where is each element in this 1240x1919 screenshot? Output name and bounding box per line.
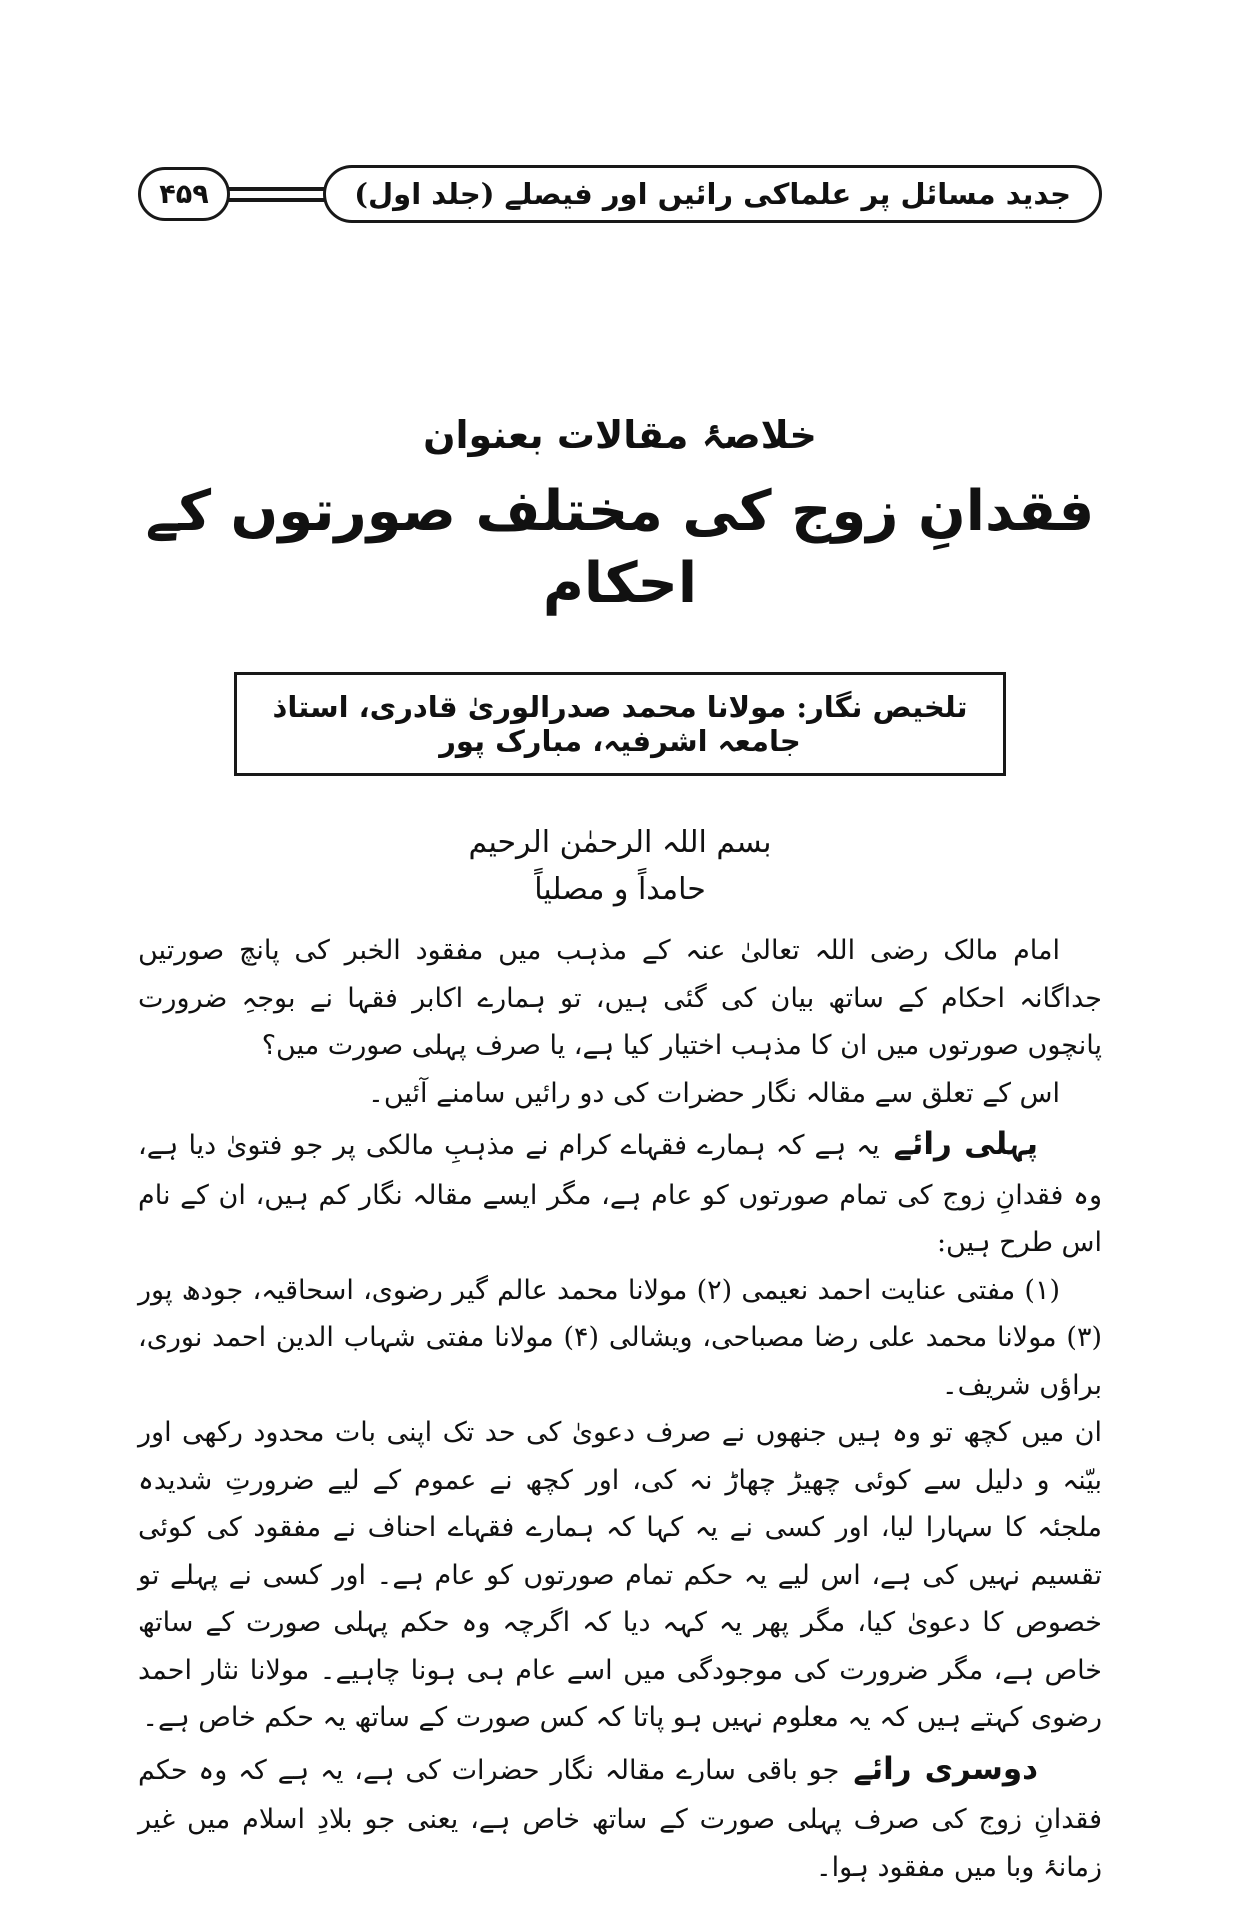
first-opinion-label: پہلی رائے bbox=[893, 1126, 1038, 1163]
byline-box bbox=[234, 672, 1006, 776]
names-list-text: (۱) مفتی عنایت احمد نعیمی (۲) مولانا محمد عالم گیر رضوی، اسحاقیہ، جودھ پور (۳) مولانا محمد علی رضا مصباحی، ویشالی (۴) مولانا مفتی شہاب الدین احمد نوری، براؤں شریف۔ bbox=[138, 1274, 1102, 1401]
question-text: اس کے تعلق سے مقالہ نگار حضرات کی دو رائیں سامنے آئیں۔ bbox=[368, 1077, 1060, 1109]
book-title-badge bbox=[323, 165, 1102, 223]
byline-text: تلخیص نگار: مولانا محمد صدرالوریٰ قادری، استاذ جامعہ اشرفیہ، مبارک پور bbox=[272, 690, 968, 759]
page-number: ۴۵۹ bbox=[159, 178, 209, 210]
hamd-line: حامداً و مصلیاً bbox=[534, 871, 706, 907]
kicker-heading: خلاصۂ مقالات بعنوان bbox=[423, 412, 817, 457]
invocation-block bbox=[138, 820, 1102, 913]
second-opinion-paragraph bbox=[138, 1742, 1102, 1892]
book-title: جدید مسائل پر علماکی رائیں اور فیصلے (جلد اول) bbox=[354, 177, 1071, 211]
discussion-text: ان میں کچھ تو وہ ہیں جنھوں نے صرف دعویٰ کی حد تک اپنی بات محدود رکھی اور بیّنہ و دلیل سے کوئی چھیڑ چھاڑ نہ کی، اور کچھ نے عموم کے لیے ضرورتِ شدیدہ ملجئہ کا سہارا لیا، اور کسی نے یہ کہا کہ ہمارے فقہاے احناف نے مفقود کی کوئی تقسیم نہیں کی ہے، اس لیے یہ حکم تمام صورتوں کو عام ہے۔ اور کسی نے پہلے تو خصوص کا دعویٰ کیا، مگر پھر یہ کہہ دیا کہ اگرچہ وہ حکم پہلی صورت کے ساتھ خاص ہے، مگر ضرورت کی موجودگی میں اسے عام ہی ہونا چاہیے۔ مولانا نثار احمد رضوی کہتے ہیں کہ یہ معلوم نہیں ہو پاتا کہ کس صورت کے ساتھ یہ حکم خاص ہے۔ bbox=[138, 1417, 1102, 1734]
second-opinion-label: دوسری رائے bbox=[853, 1750, 1038, 1787]
intro-paragraph bbox=[138, 927, 1102, 1070]
first-opinion-text: یہ ہے کہ ہمارے فقہاے کرام نے مذہبِ مالکی پر جو فتویٰ دیا ہے، وہ فقدانِ زوج کی تمام صورتوں کو عام ہے، مگر ایسے مقالہ نگار کم ہیں، ان کے نام اس طرح ہیں: bbox=[138, 1130, 1102, 1259]
first-opinion-paragraph bbox=[138, 1117, 1102, 1267]
document-page bbox=[0, 165, 1240, 1919]
second-opinion-text: جو باقی سارے مقالہ نگار حضرات کی ہے، یہ ہے کہ وہ حکم فقدانِ زوج کی صرف پہلی صورت کے ساتھ خاص ہے، یعنی جو بلادِ اسلام میں غیر زمانۂ وبا میں مفقود ہوا۔ bbox=[138, 1754, 1102, 1883]
main-title: فقدانِ زوج کی مختلف صورتوں کے احکام bbox=[145, 477, 1095, 617]
page-number-badge bbox=[138, 167, 230, 221]
page-header bbox=[138, 165, 1102, 223]
header-double-rule bbox=[222, 187, 331, 202]
names-list-paragraph bbox=[138, 1267, 1102, 1410]
discussion-paragraph bbox=[138, 1409, 1102, 1742]
bismillah-line: بسم اللہ الرحمٰن الرحیم bbox=[468, 825, 772, 861]
question-paragraph bbox=[138, 1070, 1102, 1118]
body-text bbox=[138, 927, 1102, 1891]
intro-text: امام مالک رضی اللہ تعالیٰ عنہ کے مذہب میں مفقود الخبر کی پانچ صورتیں جداگانہ احکام کے ساتھ بیان کی گئی ہیں، تو ہمارے اکابر فقہا نے بوجہِ ضرورت پانچوں صورتوں میں ان کا مذہب اختیار کیا ہے، یا صرف پہلی صورت میں؟ bbox=[138, 935, 1102, 1062]
